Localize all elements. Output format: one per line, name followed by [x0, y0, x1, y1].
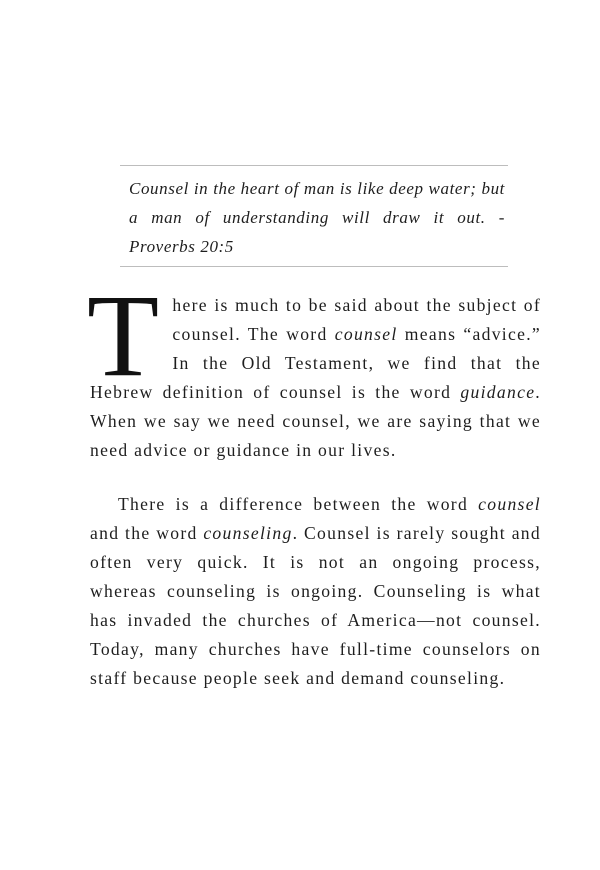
body-text	[87, 270, 542, 693]
emphasis-counsel-2: counsel	[478, 494, 541, 514]
emphasis-guidance: guidance	[460, 382, 536, 402]
epigraph-quote: Counsel in the heart of man is like deep water; but a man of understanding will draw it out. - Proverbs 20:5	[129, 179, 505, 256]
paragraph-1-text-a: here is much to be said about the subject of counsel. The word	[172, 295, 541, 344]
paragraph-2	[90, 490, 541, 693]
paragraph-2-text-a: There is a difference between the word	[118, 494, 479, 514]
emphasis-counsel: counsel	[334, 324, 398, 344]
paragraph-2-text-b: and the word	[90, 523, 204, 543]
paragraph-2-text-c: . Counsel is rarely sought and often very quick. It is not an ongoing process, whereas counseling is ongoing. Counseling is what has invaded the churches of America—not counsel. Today, many churches have full-time counselors on staff because people seek and demand counseling.	[90, 523, 541, 688]
epigraph-bottom-rule	[120, 266, 508, 267]
epigraph-top-rule	[120, 165, 508, 166]
emphasis-counseling: counseling	[203, 523, 293, 543]
paragraph-1-text-c: . When we say we need counsel, we are saying that we need advice or guidance in our lives.	[90, 382, 541, 460]
drop-cap: T	[87, 270, 161, 401]
paragraph-1-text-b: means “advice.” In the Old Testament, we find that the Hebrew definition of counsel is the word	[90, 324, 542, 402]
paragraph-1	[87, 270, 542, 465]
